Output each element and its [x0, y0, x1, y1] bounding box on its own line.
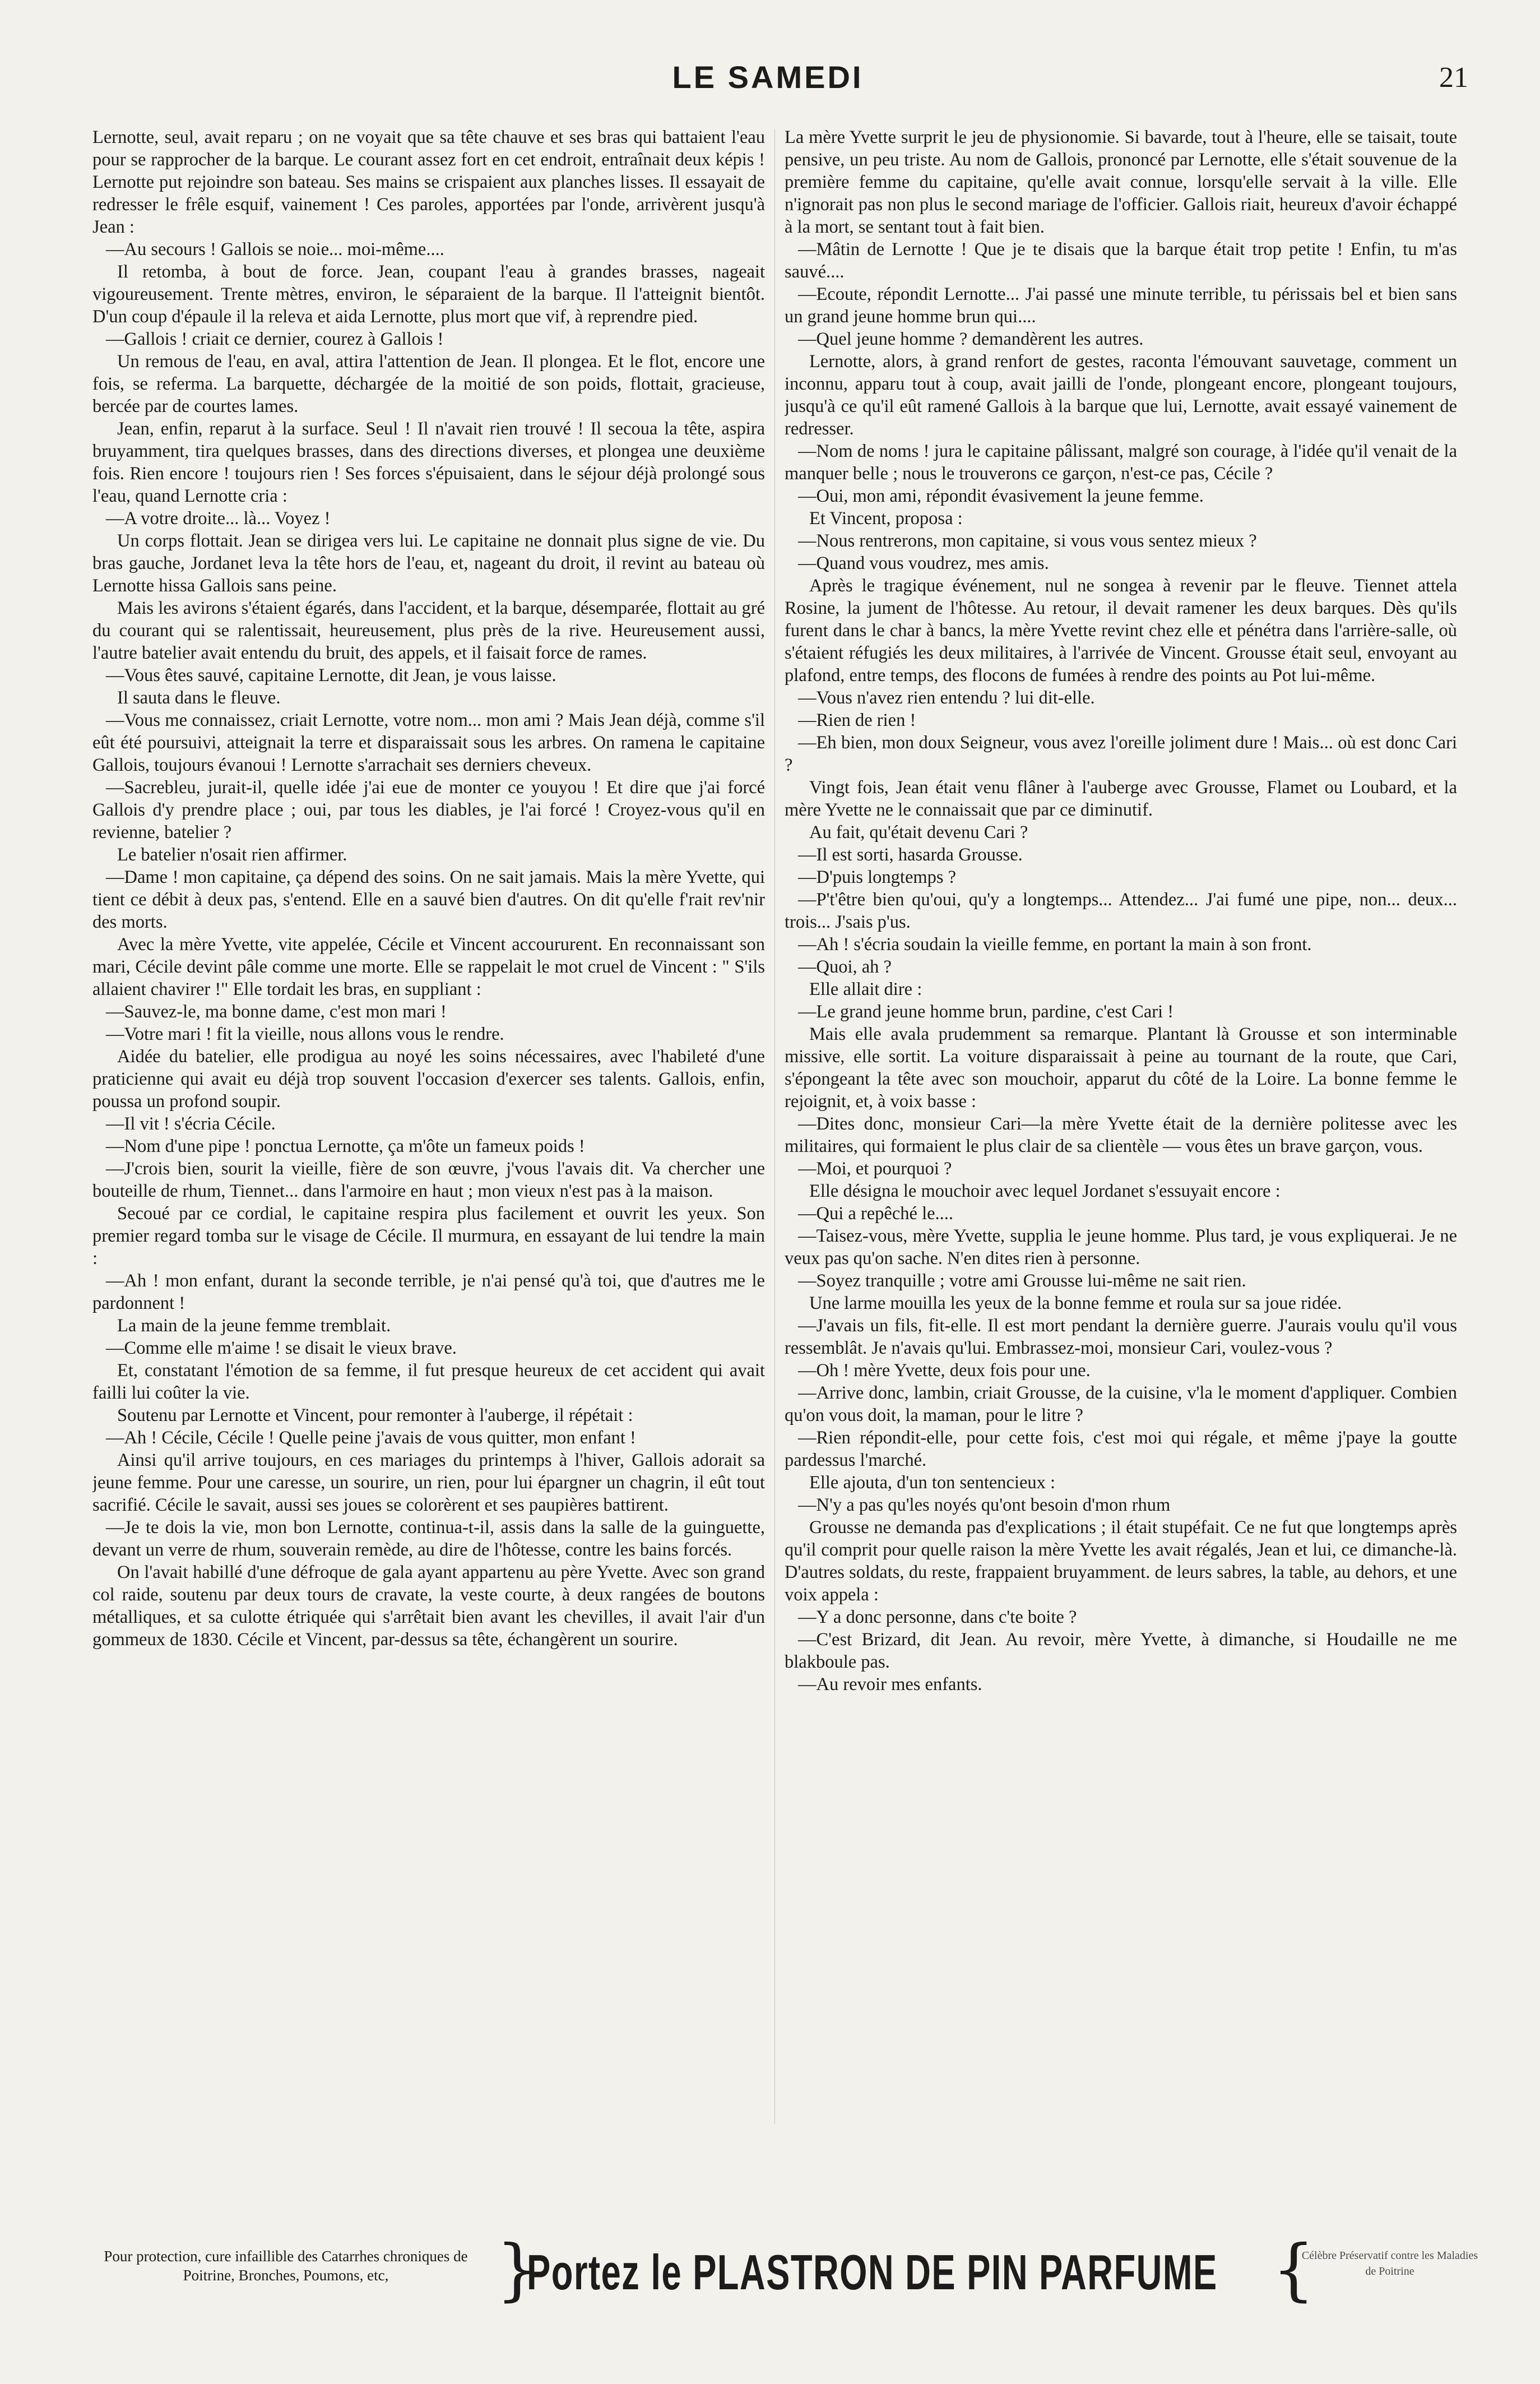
paragraph: —Y a donc personne, dans c'te boite ?: [798, 1607, 1077, 1627]
paragraph: Elle désigna le mouchoir avec lequel Jordanet s'essuyait encore :: [809, 1181, 1281, 1201]
paragraph: Grousse ne demanda pas d'explications ; il était stupéfait. Ce ne fut que longtemps après qu'il comprit pour quelle raison la mère Yvette les avait régalés, Jean et lui, ce dimanche-là. D'autres soldats, du reste, frappaient bruyamment. de leurs sabres, la table, au dehors, et une voix appela :: [785, 1517, 1457, 1605]
journal-title: LE SAMEDI: [672, 59, 864, 95]
paragraph: —Dites donc, monsieur Cari—la mère Yvette était de la dernière politesse avec les militaires, qui formaient le plus clair de sa clientèle — vous êtes un brave garçon, vous.: [785, 1114, 1457, 1156]
paragraph: Ainsi qu'il arrive toujours, en ces mariages du printemps à l'hiver, Gallois adorait sa jeune femme. Pour une caresse, un sourire, un rien, pour lui épargner un chagrin, il eût tout sacrifié. Cécile le savait, aussi ses joues se colorèrent et ses paupières battirent.: [92, 1450, 765, 1515]
paragraph: La main de la jeune femme tremblait.: [117, 1316, 391, 1336]
paragraph: —J'avais un fils, fit-elle. Il est mort pendant la dernière guerre. J'aurais voulu qu'il vous ressemblât. Je n'avais qu'lui. Embrassez-moi, monsieur Cari, voulez-vous ?: [785, 1316, 1457, 1358]
paragraph: —Oui, mon ami, répondit évasivement la jeune femme.: [798, 486, 1204, 506]
paragraph: Et Vincent, proposa :: [809, 508, 963, 529]
paragraph: —Soyez tranquille ; votre ami Grousse lui-même ne sait rien.: [798, 1271, 1246, 1291]
advert-brace-left: }: [496, 2231, 539, 2309]
paragraph: —Rien de rien !: [798, 710, 916, 730]
paragraph: —N'y a pas qu'les noyés qu'ont besoin d'mon rhum: [798, 1495, 1171, 1515]
paragraph: —Ecoute, répondit Lernotte... J'ai passé une minute terrible, tu périssais bel et bien sans un grand jeune homme brun qui....: [785, 284, 1457, 327]
paragraph: Et, constatant l'émotion de sa femme, il fut presque heureux de cet accident qui avait failli lui coûter la vie.: [92, 1360, 765, 1403]
paragraph: —Quel jeune homme ? demandèrent les autres.: [798, 329, 1144, 349]
paragraph: —Comme elle m'aime ! se disait le vieux brave.: [106, 1338, 457, 1358]
paragraph: —Au revoir mes enfants.: [798, 1674, 982, 1695]
paragraph: —Ah ! s'écria soudain la vieille femme, en portant la main à son front.: [798, 934, 1312, 955]
paragraph: —Rien répondit-elle, pour cette fois, c'est moi qui régale, et même j'paye la goutte pardessus l'marché.: [785, 1428, 1457, 1470]
paragraph: —Taisez-vous, mère Yvette, supplia le jeune homme. Plus tard, je vous expliquerai. Je ne veux pas qu'on sache. N'en dites rien à personne.: [785, 1226, 1457, 1269]
advertisement: [78, 2231, 1479, 2309]
paragraph: —Ah ! mon enfant, durant la seconde terrible, je n'ai pensé qu'à toi, que d'autres me le pardonnent !: [92, 1271, 765, 1313]
paragraph: Lernotte, seul, avait reparu ; on ne voyait que sa tête chauve et ses bras qui battaient l'eau pour se rapprocher de la barque. Le courant assez fort en cet endroit, entraînait deux képis ! Lernotte put rejoindre son bateau. Ses mains se crispaient aux planches lisses. Il essayait de redresser le frêle esquif, vainement ! Ces paroles, apportées par l'onde, arrivèrent jusqu'à Jean :: [92, 127, 765, 237]
column-divider: [774, 129, 775, 2124]
paragraph: Jean, enfin, reparut à la surface. Seul ! Il n'avait rien trouvé ! Il secoua la tête, aspira bruyamment, tira quelques brasses, dans des directions diverses, et plongea une deuxième fois. Rien encore ! toujours rien ! Ses forces s'épuisaient, dans le séjour déjà prolongé sous l'eau, quand Lernotte cria :: [92, 419, 765, 506]
paragraph: —Sacrebleu, jurait-il, quelle idée j'ai eue de monter ce youyou ! Et dire que j'ai forcé Gallois d'y prendre place ; oui, par tous les diables, je l'ai forcé ! Croyez-vous qu'il en revienne, batelier ?: [92, 777, 765, 842]
paragraph: —Il est sorti, hasarda Grousse.: [798, 845, 1023, 865]
advert-brace-right: {: [1272, 2231, 1315, 2309]
paragraph: —Il vit ! s'écria Cécile.: [106, 1114, 276, 1134]
paragraph: —Sauvez-le, ma bonne dame, c'est mon mari !: [106, 1002, 447, 1022]
page-number: 21: [1439, 62, 1468, 94]
paragraph: —Nom d'une pipe ! ponctua Lernotte, ça m'ôte un fameux poids !: [106, 1136, 585, 1156]
advert-right-text: Célèbre Préservatif contre les Maladies de Poitrine: [1301, 2249, 1478, 2277]
paragraph: Mais les avirons s'étaient égarés, dans l'accident, et la barque, désemparée, flottait au gré du courant qui se ralentissait, heureusement, plus près de la rive. Heureusement aussi, l'autre batelier avait entendu du bruit, des appels, et il faisait force de rames.: [92, 598, 765, 663]
paragraph: Elle ajouta, d'un ton sentencieux :: [809, 1473, 1056, 1493]
page-header: [67, 59, 1468, 109]
paragraph: On l'avait habillé d'une défroque de gala ayant appartenu au père Yvette. Avec son grand col raide, soutenu par deux tours de cravate, la veste courte, à deux rangées de boutons métalliques, et sa culotte étriquée qui s'arrêtait bien avant les chevilles, il avait l'air d'un gommeux de 1830. Cécile et Vincent, par-dessus sa tête, échangèrent un sourire.: [92, 1562, 765, 1650]
right-column: [785, 126, 1457, 2133]
paragraph: La mère Yvette surprit le jeu de physionomie. Si bavarde, tout à l'heure, elle se taisait, toute pensive, un peu triste. Au nom de Gallois, prononcé par Lernotte, elle s'était souvenue de la première femme du capitaine, qu'elle avait connue, lorsqu'elle servait à la ville. Elle n'ignorait pas non plus le second mariage de l'officier. Gallois riait, heureux d'avoir échappé à la mort, se sentant tout à fait bien.: [785, 127, 1457, 237]
paragraph: —Dame ! mon capitaine, ça dépend des soins. On ne sait jamais. Mais la mère Yvette, qui tient ce débit à deux pas, s'entend. Elle en a sauvé bien d'autres. On dit qu'elle f'rait rev'nir des morts.: [92, 867, 765, 932]
paragraph: Soutenu par Lernotte et Vincent, pour remonter à l'auberge, il répétait :: [117, 1405, 633, 1425]
paragraph: —Nom de noms ! jura le capitaine pâlissant, malgré son courage, à l'idée qu'il venait de la manquer belle ; nous le trouverons ce garçon, n'est-ce pas, Cécile ?: [785, 441, 1457, 484]
paragraph: Une larme mouilla les yeux de la bonne femme et roula sur sa joue ridée.: [809, 1293, 1342, 1313]
paragraph: Après le tragique événement, nul ne songea à revenir par le fleuve. Tiennet attela Rosine, la jument de l'hôtesse. Au retour, il devait ramener les deux barques. Dès qu'ils furent dans le char à bancs, la mère Yvette revint chez elle et pénétra dans l'arrière-salle, où s'étaient réfugiés les deux militaires, à l'arrivée de Vincent. Grousse était seul, envoyant au plafond, entre temps, des flocons de fumées à rendre des points au Pot lui-même.: [785, 576, 1457, 686]
paragraph: —Quand vous voudrez, mes amis.: [798, 553, 1049, 573]
paragraph: Le batelier n'osait rien affirmer.: [117, 845, 347, 865]
advert-left-text: Pour protection, cure infaillible des Catarrhes chroniques de Poitrine, Bronches, Poumons, etc,: [104, 2248, 468, 2284]
paragraph: —Arrive donc, lambin, criait Grousse, de la cuisine, v'la le moment d'appliquer. Combien qu'on vous doit, la maman, pour le litre ?: [785, 1383, 1457, 1425]
paragraph: —Le grand jeune homme brun, pardine, c'est Cari !: [798, 1002, 1174, 1022]
paragraph: Avec la mère Yvette, vite appelée, Cécile et Vincent accoururent. En reconnaissant son mari, Cécile devint pâle comme une morte. Elle se rappelait le mot cruel de Vincent : " S'ils allaient chavirer !" Elle tordait les bras, en suppliant :: [92, 934, 765, 999]
left-column: [92, 126, 765, 2133]
paragraph: —Eh bien, mon doux Seigneur, vous avez l'oreille joliment dure ! Mais... où est donc Cari ?: [785, 733, 1457, 775]
paragraph: Il retomba, à bout de force. Jean, coupant l'eau à grandes brasses, nageait vigoureusement. Trente mètres, environ, le séparaient de la barque. Il l'atteignit bientôt. D'un coup d'épaule il la releva et aida Lernotte, plus mort que vif, à reprendre pied.: [92, 262, 765, 327]
paragraph: —P't'être bien qu'oui, qu'y a longtemps... Attendez... J'ai fumé une pipe, non... deux... trois... J'sais p'us.: [785, 890, 1457, 932]
paragraph: —Vous me connaissez, criait Lernotte, votre nom... mon ami ? Mais Jean déjà, comme s'il eût été poursuivi, atteignait la terre et disparaissait sous les arbres. On ramena le capitaine Gallois, toujours évanoui ! Lernotte s'arrachait ses derniers cheveux.: [92, 710, 765, 775]
paragraph: Au fait, qu'était devenu Cari ?: [809, 822, 1028, 842]
paragraph: —Qui a repêché le....: [798, 1203, 954, 1224]
paragraph: —Votre mari ! fit la vieille, nous allons vous le rendre.: [106, 1024, 504, 1044]
paragraph: —A votre droite... là... Voyez !: [106, 508, 331, 529]
paragraph: —Au secours ! Gallois se noie... moi-même....: [106, 239, 444, 260]
paragraph: Elle allait dire :: [809, 979, 922, 999]
paragraph: Lernotte, alors, à grand renfort de gestes, raconta l'émouvant sauvetage, comment un inconnu, apparu tout à coup, avait jailli de l'onde, plongeant encore, plongeant toujours, jusqu'à ce qu'il eût ramené Gallois à la barque que lui, Lernotte, avait essayé vainement de redresser.: [785, 351, 1457, 439]
paragraph: —D'puis longtemps ?: [798, 867, 957, 887]
paragraph: —Vous n'avez rien entendu ? lui dit-elle.: [798, 688, 1095, 708]
paragraph: Vingt fois, Jean était venu flâner à l'auberge avec Grousse, Flamet ou Loubard, et la mère Yvette ne le connaissait que par ce diminutif.: [785, 777, 1457, 820]
paragraph: —Quoi, ah ?: [798, 957, 892, 977]
paragraph: Un corps flottait. Jean se dirigea vers lui. Le capitaine ne donnait plus signe de vie. Du bras gauche, Jordanet leva la tête hors de l'eau, et, nageant du droit, il revint au bateau où Lernotte hissa Gallois sans peine.: [92, 531, 765, 596]
paragraph: Aidée du batelier, elle prodigua au noyé les soins nécessaires, avec l'habileté d'une praticienne qui avait eu déjà trop souvent l'occasion d'exercer ses talents. Gallois, enfin, poussa un profond soupir.: [92, 1047, 765, 1112]
paragraph: Mais elle avala prudemment sa remarque. Plantant là Grousse et son interminable missive, elle sortit. La voiture disparaissait à peine au tournant de la route, que Cari, s'épongeant la tête avec son mouchoir, apparut du côté de la Loire. La bonne femme le rejoignit, et, à voix basse :: [785, 1024, 1457, 1112]
paragraph: —Vous êtes sauvé, capitaine Lernotte, dit Jean, je vous laisse.: [106, 665, 556, 686]
advert-main-text: Portez le PLASTRON DE PIN PARFUME: [527, 2244, 1218, 2300]
paragraph: Un remous de l'eau, en aval, attira l'attention de Jean. Il plongea. Et le flot, encore une fois, se referma. La barquette, déchargée de la moitié de son poids, flottait, gracieuse, bercée par de courtes lames.: [92, 351, 765, 416]
paragraph: Secoué par ce cordial, le capitaine respira plus facilement et ouvrit les yeux. Son premier regard tomba sur le visage de Cécile. Il murmura, en essayant de lui tendre la main :: [92, 1203, 765, 1269]
paragraph: —Nous rentrerons, mon capitaine, si vous vous sentez mieux ?: [798, 531, 1257, 551]
paragraph: —J'crois bien, sourit la vieille, fière de son œuvre, j'vous l'avais dit. Va chercher une bouteille de rhum, Tiennet... dans l'armoire en haut ; mon vieux n'est pas à la maison.: [92, 1159, 765, 1201]
paragraph: —Gallois ! criait ce dernier, courez à Gallois !: [106, 329, 444, 349]
paragraph: —Je te dois la vie, mon bon Lernotte, continua-t-il, assis dans la salle de la guinguette, devant un verre de rhum, souverain remède, au dire de l'hôtesse, contre les bains forcés.: [92, 1517, 765, 1560]
paragraph: —Oh ! mère Yvette, deux fois pour une.: [798, 1360, 1091, 1381]
paragraph: Il sauta dans le fleuve.: [117, 688, 281, 708]
paragraph: —Ah ! Cécile, Cécile ! Quelle peine j'avais de vous quitter, mon enfant !: [106, 1428, 636, 1448]
paragraph: —C'est Brizard, dit Jean. Au revoir, mère Yvette, à dimanche, si Houdaille ne me blakboule pas.: [785, 1630, 1457, 1672]
paragraph: —Mâtin de Lernotte ! Que je te disais que la barque était trop petite ! Enfin, tu m'as sauvé....: [785, 239, 1457, 282]
paragraph: —Moi, et pourquoi ?: [798, 1159, 952, 1179]
